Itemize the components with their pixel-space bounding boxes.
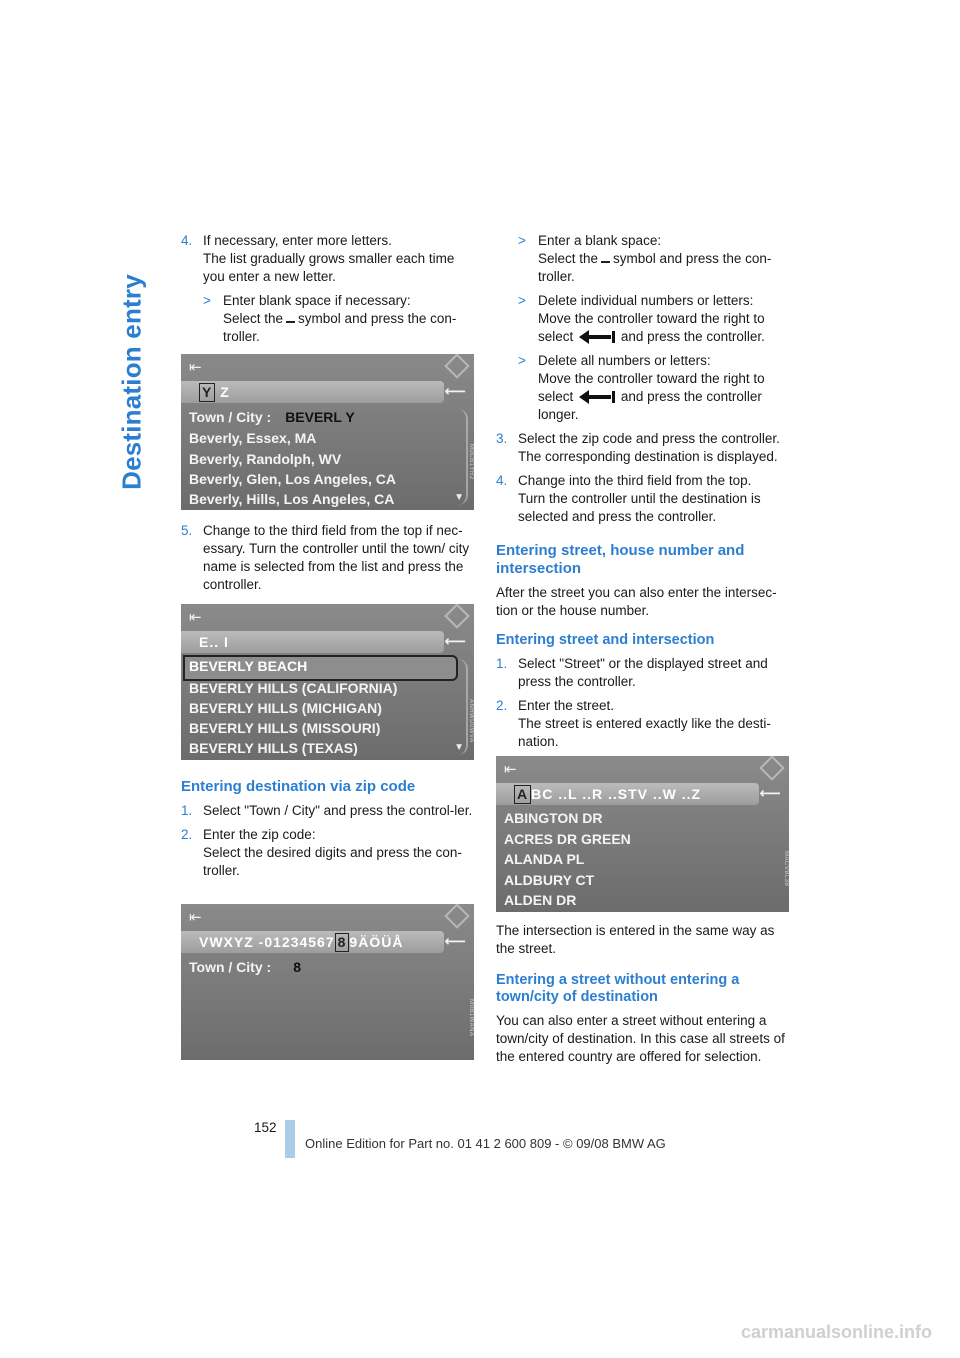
letter-field: E.. I: [181, 631, 444, 653]
screenshot-town-list: [181, 604, 474, 760]
left-column-step5: [181, 522, 476, 600]
list-item: Beverly, Essex, MA: [189, 430, 317, 446]
intersection-text: The intersection is entered in the same way as the street.: [496, 923, 775, 956]
list-item: BEVERLY HILLS (MICHIGAN): [189, 700, 382, 716]
delete-arrow-icon: ⟵: [444, 933, 466, 950]
image-code: M0CB1YR2: [468, 444, 474, 480]
zip-section: [181, 764, 476, 886]
blank-space-bullet: > Enter a blank space: Select the symbol and press the con-troller.: [518, 233, 772, 284]
blank-symbol-icon: [601, 251, 610, 263]
back-arrow-icon: ⇤: [189, 609, 202, 626]
page-number: 152: [254, 1120, 277, 1135]
backspace-arrow-icon: [579, 330, 615, 344]
blank-symbol-icon: [286, 311, 295, 323]
letter-field: Y Z: [181, 381, 444, 403]
street-step-2: 2. Enter the street. The street is entered exactly like the desti-nation.: [496, 698, 771, 749]
controller-icon: [444, 354, 469, 379]
list-item-selected: BEVERLY BEACH: [189, 658, 308, 674]
zip-step-4: 4. Change into the third field from the top. Turn the controller until the destination is selected and press the controller.: [496, 473, 761, 524]
zip-step-2: 2. Enter the zip code: Select the desired digits and press the con-troller.: [181, 827, 462, 878]
list-item: ABINGTON DR: [504, 810, 603, 826]
step-4: 4. If necessary, enter more letters. The list gradually grows smaller each time you enter a new letter.: [181, 233, 455, 284]
zip-step-1: 1. Select "Town / City" and press the control-ler.: [181, 803, 473, 818]
no-town-text: You can also enter a street without entering a town/city of destination. In this case all streets of the entered country are offered for selection.: [496, 1013, 785, 1064]
delete-arrow-icon: ⟵: [759, 785, 781, 802]
list-item: BEVERLY HILLS (CALIFORNIA): [189, 680, 398, 696]
image-code: ANRWD0WVA: [468, 699, 474, 743]
list-item: ACRES DR GREEN: [504, 831, 631, 847]
controller-icon: [444, 904, 469, 929]
step-5: 5. Change to the third field from the top if nec-essary. Turn the controller until the town/ city name is selected from the list and press the controller.: [181, 523, 470, 592]
letter-field: A BC ..L ..R ..STV ..W ..Z: [496, 783, 759, 805]
street-heading: Entering street, house number and intersection: [496, 542, 745, 577]
controller-icon: [444, 604, 469, 629]
list-item: Beverly, Hills, Los Angeles, CA: [189, 491, 395, 507]
screenshot-street-entry: [496, 756, 789, 912]
watermark: carmanualsonline.info: [740, 1322, 932, 1342]
street-intro: After the street you can also enter the intersec-tion or the house number.: [496, 585, 777, 618]
edition-note: Online Edition for Part no. 01 41 2 600 809 - © 09/08 BMW AG: [305, 1136, 666, 1151]
section-title: Destination entry: [116, 274, 147, 490]
street-intersection-heading: Entering street and intersection: [496, 632, 715, 648]
back-arrow-icon: ⇤: [189, 909, 202, 926]
left-column: [181, 232, 476, 352]
image-code: MACVBL38: [783, 851, 789, 887]
right-column: [496, 232, 792, 757]
street-step-1: 1. Select "Street" or the displayed street and press the controller.: [496, 656, 768, 689]
list-item: BEVERLY HILLS (TEXAS): [189, 740, 358, 756]
blank-space-bullet: > Enter blank space if necessary: Select the symbol and press the con-troller.: [203, 293, 457, 344]
town-city-row: Town / City : BEVERL Y: [189, 409, 355, 425]
digit-field: VWXYZ -01234567 8 9ÄÖÜÅ: [181, 931, 444, 953]
scroll-down-icon: ▼: [454, 492, 464, 503]
delete-single-bullet: > Delete individual numbers or letters: Move the controller toward the right to select and press the controller.: [518, 293, 765, 344]
list-item: ALDBURY CT: [504, 872, 595, 888]
delete-arrow-icon: ⟵: [444, 633, 466, 650]
footer-accent-bar: [285, 1120, 295, 1158]
backspace-arrow-icon: [579, 390, 615, 404]
scroll-down-icon: ▼: [454, 742, 464, 753]
delete-all-bullet: > Delete all numbers or letters: Move the controller toward the right to select and press the controller longer.: [518, 353, 765, 422]
no-town-heading: Entering a street without entering a town/city of destination: [496, 972, 740, 1005]
image-code: M0B1WANA: [468, 999, 474, 1037]
zip-heading: Entering destination via zip code: [181, 778, 416, 795]
list-item: Beverly, Randolph, WV: [189, 451, 342, 467]
list-item: ALDEN DR: [504, 892, 577, 908]
screenshot-town-entry: [181, 354, 474, 510]
right-column-bottom: [496, 922, 792, 1066]
list-item: BEVERLY HILLS (MISSOURI): [189, 720, 381, 736]
zip-step-3: 3. Select the zip code and press the controller. The corresponding destination is displayed.: [496, 431, 780, 464]
list-item: ALANDA PL: [504, 851, 585, 867]
back-arrow-icon: ⇤: [189, 359, 202, 376]
controller-icon: [759, 756, 784, 781]
town-city-row: Town / City : 8: [189, 959, 301, 975]
screenshot-zip-entry: [181, 904, 474, 1060]
back-arrow-icon: ⇤: [504, 761, 517, 778]
list-item: Beverly, Glen, Los Angeles, CA: [189, 471, 396, 487]
delete-arrow-icon: ⟵: [444, 383, 466, 400]
